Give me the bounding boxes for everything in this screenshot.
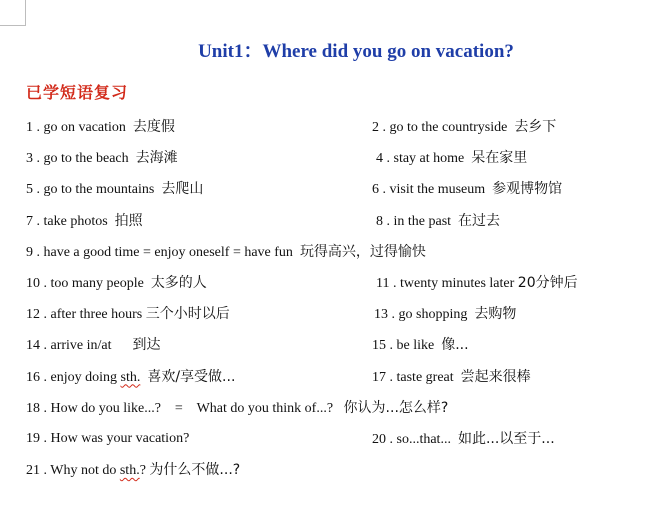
phrase-1-zh: 去度假 <box>132 119 175 135</box>
phrase-17-en: 17 . taste great <box>372 369 454 385</box>
phrase-10-en: 10 . too many people <box>26 275 144 291</box>
phrase-4-zh: 呆在家里 <box>471 150 528 167</box>
phrase-5-en: 5 . go to the mountains <box>26 182 155 198</box>
phrase-17-zh: 尝起来很棒 <box>460 368 531 385</box>
phrase-10 <box>26 272 207 295</box>
phrase-row <box>26 210 656 241</box>
phrase-1 <box>26 116 175 139</box>
phrase-20 <box>372 428 555 451</box>
phrase-row <box>26 366 656 397</box>
phrase-15 <box>372 334 469 357</box>
document-title: Unit1：Where did you go on vacation? <box>198 41 514 62</box>
phrase-19 <box>26 428 189 450</box>
phrase-15-zh: 像... <box>441 337 469 354</box>
phrase-13-zh: 去购物 <box>474 306 517 323</box>
phrase-row <box>26 241 656 272</box>
phrase-8-en: 8 . in the past <box>376 213 452 229</box>
phrase-4-en: 4 . stay at home <box>376 151 465 167</box>
phrase-17 <box>372 366 531 389</box>
phrase-row <box>26 334 656 365</box>
phrase-row <box>26 116 656 147</box>
phrase-list <box>26 116 656 490</box>
phrase-14-zh: 到达 <box>132 337 161 354</box>
phrase-13-en: 13 . go shopping <box>374 307 468 323</box>
phrase-8 <box>376 210 500 233</box>
phrase-6-zh: 参观博物馆 <box>492 181 563 198</box>
phrase-3-zh: 去海滩 <box>135 150 178 167</box>
phrase-12-zh: 三个小时以后 <box>145 306 230 323</box>
phrase-7-en: 7 . take photos <box>26 213 108 229</box>
phrase-18-en: 18 . How do you like...? = What do you think of...? <box>26 400 334 416</box>
phrase-4 <box>376 147 527 170</box>
phrase-9-en: 9 . have a good time = enjoy oneself = have fun <box>26 244 293 260</box>
phrase-row <box>26 303 656 334</box>
phrase-21-qmark: ? <box>139 463 146 479</box>
phrase-row <box>26 459 656 490</box>
phrase-11 <box>376 272 578 295</box>
phrase-8-zh: 在过去 <box>458 212 501 229</box>
phrase-15-en: 15 . be like <box>372 338 435 354</box>
phrase-12 <box>26 303 230 326</box>
phrase-12-en: 12 . after three hours <box>26 307 143 323</box>
phrase-20-en: 20 . so...that... <box>372 431 451 447</box>
page-corner-mark <box>0 0 26 26</box>
phrase-20-zh: 如此...以至于... <box>457 430 555 447</box>
phrase-19-en: 19 . How was your vacation? <box>26 430 190 446</box>
phrase-6 <box>372 178 562 201</box>
phrase-3-en: 3 . go to the beach <box>26 151 129 167</box>
phrase-2-en: 2 . go to the countryside <box>372 120 508 135</box>
phrase-14-en: 14 . arrive in/at <box>26 338 112 354</box>
phrase-9-zh: 玩得高兴，过得愉快 <box>299 243 426 260</box>
phrase-18 <box>26 397 448 420</box>
phrase-21 <box>26 459 240 482</box>
phrase-18-zh: 你认为...怎么样? <box>343 399 449 416</box>
phrase-21-en: 21 . Why not do <box>26 463 117 479</box>
phrase-row <box>26 178 656 209</box>
phrase-7 <box>26 210 143 233</box>
phrase-10-zh: 太多的人 <box>150 274 207 291</box>
phrase-21-zh: 为什么不做...? <box>149 462 241 479</box>
phrase-16-en: 16 . enjoy doing <box>26 369 117 385</box>
phrase-14 <box>26 334 161 357</box>
phrase-row <box>26 397 656 428</box>
phrase-16 <box>26 366 235 389</box>
phrase-13 <box>374 303 516 326</box>
phrase-1-en: 1 . go on vacation <box>26 120 126 135</box>
phrase-3 <box>26 147 178 170</box>
phrase-11-zh: 20分钟后 <box>517 274 578 291</box>
phrase-16-sth: sth. <box>120 369 141 385</box>
phrase-9 <box>26 241 426 264</box>
phrase-16-zh: 喜欢/享受做... <box>147 368 236 385</box>
section-heading: 已学短语复习 <box>26 83 129 102</box>
phrase-row <box>26 272 656 303</box>
phrase-7-zh: 拍照 <box>114 212 143 229</box>
phrase-2-zh: 去乡下 <box>514 119 557 135</box>
phrase-row <box>26 428 656 459</box>
phrase-2 <box>372 116 556 139</box>
phrase-11-en: 11 . twenty minutes later <box>376 275 515 291</box>
phrase-6-en: 6 . visit the museum <box>372 182 486 198</box>
phrase-row <box>26 147 656 178</box>
phrase-5 <box>26 178 203 201</box>
phrase-21-sth: sth. <box>119 463 140 479</box>
phrase-5-zh: 去爬山 <box>161 181 204 198</box>
